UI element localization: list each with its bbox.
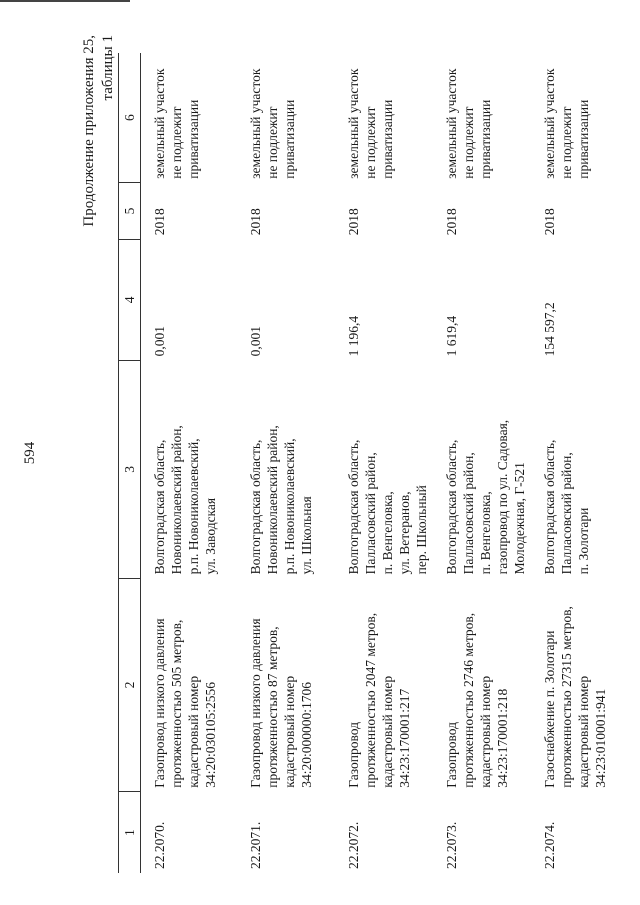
object-value: 154 597,2 — [541, 302, 557, 357]
table-header-row — [119, 53, 141, 873]
column-header: 4 — [119, 239, 141, 360]
row-number: 22.2070. — [152, 821, 167, 869]
object-address: Волгоградская область, Палласовский район, п. Золотари — [541, 439, 591, 575]
object-year: 2018 — [541, 208, 557, 236]
object-year: 2018 — [247, 208, 263, 236]
object-year: 2018 — [345, 208, 361, 236]
object-value: 1 619,4 — [443, 315, 459, 357]
column-header: 6 — [119, 53, 141, 183]
row-number: 22.2072. — [345, 821, 361, 869]
object-name: Газопровод низкого давления протяженностью 505 метров, кадастровый номер 34:20:030105:2556 — [152, 618, 218, 788]
object-value: 0,001 — [152, 326, 167, 357]
object-note: земельный участок не подлежит приватизации — [152, 68, 201, 179]
column-header: 1 — [119, 792, 141, 873]
object-address: Волгоградская область, Палласовский район, п. Венгеловка, ул. Ветеранов, пер. Школьный — [345, 439, 429, 575]
row-number: 22.2071. — [247, 821, 263, 869]
table-row — [337, 53, 435, 873]
object-name: Газопровод низкого давления протяженностью 87 метров, кадастровый номер 34:20:000000:1706 — [247, 618, 314, 788]
object-name: Газопровод протяженностью 2047 метров, кадастровый номер 34:23:170001:217 — [345, 612, 412, 788]
column-header: 5 — [119, 183, 141, 240]
page-number: 594 — [22, 441, 38, 465]
object-value: 1 196,4 — [345, 315, 361, 357]
column-header: 2 — [119, 578, 141, 791]
row-number: 22.2074. — [541, 821, 557, 869]
object-name: Газопровод протяженностью 2746 метров, кадастровый номер 34:23:170001:218 — [443, 612, 510, 788]
table-row — [435, 53, 533, 873]
object-address: Волгоградская область, Новониколаевский район, р.п. Новониколаевский, ул. Школьная — [247, 425, 314, 575]
object-note: земельный участок не подлежит приватизации — [443, 68, 493, 179]
top-rule — [0, 0, 130, 2]
object-note: земельный участок не подлежит приватизации — [541, 68, 591, 179]
object-address: Волгоградская область, Новониколаевский район, р.п. Новониколаевский, ул. Заводская — [152, 425, 218, 575]
object-year: 2018 — [443, 208, 459, 236]
object-year: 2018 — [152, 208, 167, 236]
column-header: 3 — [119, 360, 141, 578]
continuation-note: Продолжение приложения 25, таблицы 1 — [81, 35, 116, 227]
object-name: Газоснабжение п. Золотари протяженностью 27315 метров, кадастровый номер 34:23:010001:941 — [541, 606, 608, 788]
object-note: земельный участок не подлежит приватизации — [345, 68, 395, 179]
object-value: 0,001 — [247, 326, 263, 357]
object-note: земельный участок не подлежит приватизации — [247, 68, 297, 179]
object-address: Волгоградская область, Палласовский район, п. Венгеловка, газопровод по ул. Садовая, Молодежная, Г-521 — [443, 419, 527, 575]
table-row — [239, 53, 337, 873]
table-row — [533, 53, 631, 873]
row-number: 22.2073. — [443, 821, 459, 869]
property-table — [118, 53, 631, 873]
rotated-page — [12, 13, 622, 893]
table-row — [141, 53, 239, 873]
